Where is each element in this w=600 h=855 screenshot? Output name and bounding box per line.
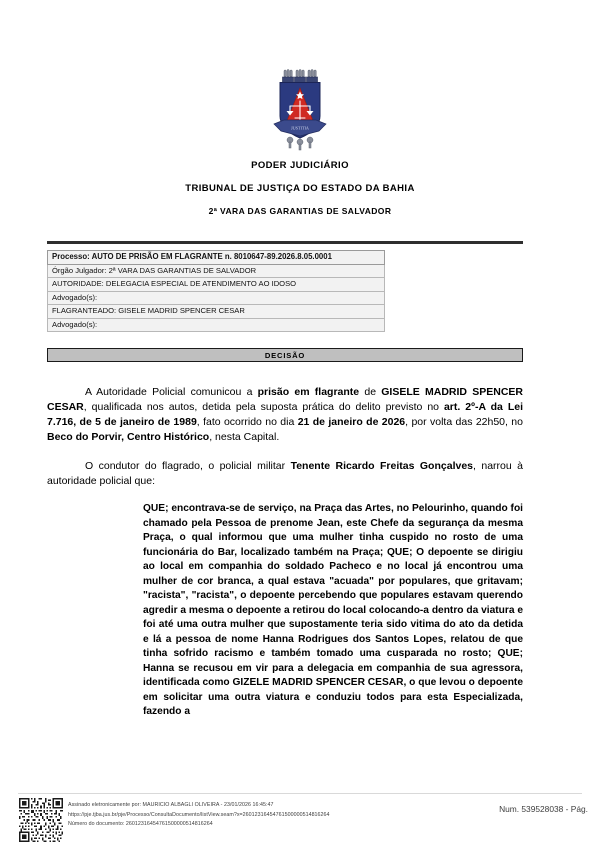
process-info-value: AUTO DE PRISÃO EM FLAGRANTE n. 8010647-89.2026.8.05.0001	[89, 252, 332, 261]
process-info-label: AUTORIDADE:	[52, 279, 104, 289]
table-row	[48, 264, 385, 277]
process-info-cell	[48, 318, 385, 331]
tribunal-crest-icon	[272, 68, 328, 152]
footer-url-line: https://pje.tjba.jus.br/pje/Processo/ConsultaDocumento/listView.seam?x=26012316454761500000514816264	[68, 811, 330, 818]
table-row	[48, 278, 385, 291]
process-info-label: FLAGRANTEADO:	[52, 306, 117, 316]
table-row	[48, 291, 385, 304]
process-info-cell	[48, 278, 385, 291]
header-vara: 2ª VARA DAS GARANTIAS DE SALVADOR	[208, 206, 392, 216]
process-info-cell	[48, 305, 385, 318]
table-row	[48, 318, 385, 331]
process-info-cell	[48, 264, 385, 277]
process-info-value: DELEGACIA ESPECIAL DE ATENDIMENTO AO IDOSO	[103, 279, 297, 289]
page-footer	[0, 793, 600, 855]
process-info-cell	[48, 251, 385, 265]
footer-page-number: Num. 539528038 - Pág.	[499, 804, 588, 814]
paragraph-condutor-flagrado: O condutor do flagrado, o policial militar Tenente Ricardo Freitas Gonçalves, narrou à autoridade policial que:	[47, 459, 523, 487]
court-header	[0, 160, 600, 216]
process-info-rows	[48, 251, 385, 332]
table-row	[48, 305, 385, 318]
process-info-value: GISELE MADRID SPENCER CESAR	[116, 306, 245, 316]
decision-banner	[47, 348, 523, 362]
process-info-cell	[48, 291, 385, 304]
header-divider-rule	[47, 241, 523, 244]
qr-code-icon	[19, 798, 63, 842]
process-info-label: Advogado(s):	[52, 319, 98, 329]
process-info-label: Órgão Julgador:	[52, 265, 107, 275]
svg-text:JUSTITIA: JUSTITIA	[291, 125, 309, 131]
process-info-label: Processo:	[52, 252, 90, 261]
footer-divider	[18, 793, 582, 794]
table-row	[48, 251, 385, 265]
document-body	[47, 385, 523, 720]
footer-signature-block	[68, 801, 468, 830]
testimony-quote-block: QUE; encontrava-se de serviço, na Praça das Artes, no Pelourinho, quando foi chamado pela Pessoa de prenome Jean, este Chefe da segurança da mesma Praça, o qual informou que uma mulher tinha cuspido no rosto de uma funcionária do Bar, localizado também na Praça; QUE; O depoente se dirigiu ao local em companhia do soldado Pacheco e no local já encontrou uma mulher de cor branca, a qual estava "acuada" por populares, que gritavam; "racista", "racista", o depoente percebendo que populares estavam querendo agredir a mesma o depoente a retirou do local colocando-a dentro da viatura e foi até uma outra mulher que supostamente teria sido vitima do ato da detida e lá a pessoa de nome Hanna Rodrigues dos Santos Lopes, relatou de que tinha sofrido racismo e também tomado uma cusparada no rosto; QUE; Hanna se recusou em vir para a delegacia em companhia de sua agressora, identificada como GIZELE MADRID SPENCER CESAR, o que levou o depoente em solicitar uma outra viatura e conduziu todos para esta Especializada, fazendo a	[143, 503, 523, 718]
paragraph-prisao-flagrante: A Autoridade Policial comunicou a prisão em flagrante de GISELE MADRID SPENCER CESAR, qualificada nos autos, detida pela suposta prática do delito previsto no art. 2º-A da Lei 7.716, de 5 de janeiro de 1989, fato ocorrido no dia 21 de janeiro de 2026, por volta das 22h50, no Beco do Porvir, Centro Histórico, nesta Capital.	[47, 386, 523, 443]
header-tribunal: TRIBUNAL DE JUSTIÇA DO ESTADO DA BAHIA	[185, 183, 415, 194]
footer-signature-line: Assinado eletronicamente por: MAURICIO ALBAGLI OLIVEIRA - 23/01/2026 16:45:47	[68, 802, 274, 808]
footer-document-number-line: Número do documento: 26012316454761500000514816264	[68, 821, 213, 828]
decision-banner-title: DECISÃO	[264, 350, 306, 360]
process-info-table	[47, 250, 385, 332]
header-poder-judiciario: PODER JUDICIÁRIO	[251, 160, 349, 171]
court-crest-container	[0, 68, 600, 152]
process-info-value: 2ª VARA DAS GARANTIAS DE SALVADOR	[106, 265, 257, 275]
process-info-label: Advogado(s):	[52, 292, 98, 302]
